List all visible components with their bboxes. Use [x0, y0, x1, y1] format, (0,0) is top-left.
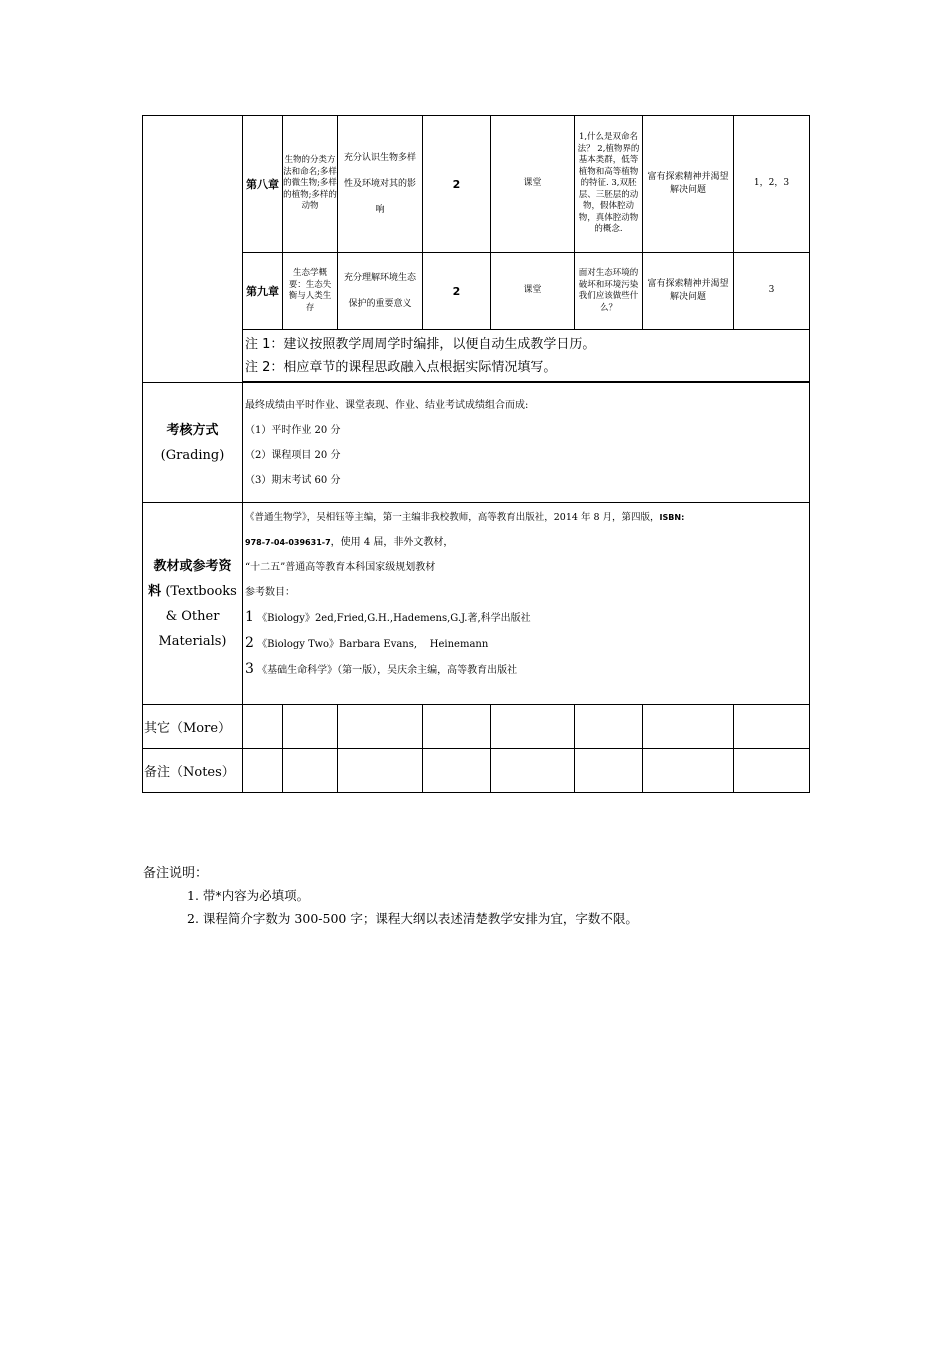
ref-number: 2: [245, 635, 254, 651]
textbooks-label-en: (Textbooks: [165, 583, 237, 599]
content-cell: 生态学概要：生态失衡与人类生存: [283, 253, 338, 330]
ref-item: [243, 657, 809, 683]
objectives-cell: 3: [734, 253, 810, 330]
chapter-row: [143, 116, 810, 253]
footer-item-number: 1.: [187, 888, 199, 903]
remarks-label: 备注（Notes）: [143, 749, 243, 793]
footer-title: 备注说明：: [143, 866, 209, 881]
footer-item-number: 2.: [187, 911, 199, 926]
textbook-main-line: [243, 505, 809, 530]
schedule-label-cell: [143, 116, 243, 383]
empty-cell: [338, 749, 423, 793]
ref-number: 3: [245, 661, 254, 677]
ideology-cell: 富有探索精神并渴望解决问题: [643, 116, 734, 253]
ref-number: 1: [245, 609, 254, 625]
goal-cell: 充分理解环境生态保护的重要意义: [338, 253, 423, 330]
textbooks-label-cn: 料: [148, 583, 162, 599]
ref-item: [243, 605, 809, 631]
empty-cell: [283, 749, 338, 793]
goal-cell: 充分认识生物多样性及环境对其的影响: [338, 116, 423, 253]
textbooks-body-cell: [243, 503, 810, 705]
footer-notes: [143, 864, 638, 930]
ref-text: 《基础生命科学》（第一版），吴庆余主编，高等教育出版社: [257, 665, 518, 676]
note-2: 注 2：相应章节的课程思政融入点根据实际情况填写。: [245, 359, 557, 375]
grading-label-en: (Grading): [160, 447, 225, 463]
ideology-cell: 富有探索精神并渴望解决问题: [643, 253, 734, 330]
more-label: 其它（More）: [143, 705, 243, 749]
footer-item-range: 300-500: [290, 911, 351, 926]
textbook-main-line: [243, 530, 809, 555]
empty-cell: [491, 705, 575, 749]
textbooks-label-line: 教材或参考资: [153, 558, 232, 574]
footer-item-text: 带*内容为必填项。: [202, 888, 310, 903]
empty-cell: [243, 705, 283, 749]
note-1: 注 1：建议按照教学周周学时编排，以便自动生成教学日历。: [245, 336, 596, 352]
method-cell: 课堂: [491, 116, 575, 253]
textbook-main-text: 《普通生物学》，吴相钰等主编，第一主编非我校教师，高等教育出版社，2014 年 8 月，第四版，: [245, 512, 660, 523]
grading-body-cell: [243, 383, 810, 503]
footer-item: [143, 884, 638, 907]
footer-item-text: 字；课程大纲以表述清楚教学安排为宜，字数不限。: [350, 911, 638, 926]
empty-cell: [575, 705, 643, 749]
chapter-row: [143, 253, 810, 330]
grading-line: （3）期末考试 60 分: [245, 475, 341, 486]
empty-cell: [734, 705, 810, 749]
ref-text: 《Biology》2ed,Fried,G.H.,Hademens,G.J.著,科学出版社: [257, 613, 531, 624]
hours-cell: 2: [423, 253, 491, 330]
more-row: [143, 705, 810, 749]
method-cell: 课堂: [491, 253, 575, 330]
empty-cell: [643, 705, 734, 749]
grading-label-cell: [143, 383, 243, 503]
textbook-main-text: ，使用 4 届，非外文教材，: [330, 537, 454, 548]
textbooks-label-line: Materials): [158, 633, 227, 649]
notes-cell: [243, 330, 810, 382]
empty-cell: [243, 749, 283, 793]
empty-cell: [734, 749, 810, 793]
refs-title: 参考数目：: [245, 587, 295, 598]
objectives-cell: 1，2，3: [734, 116, 810, 253]
textbooks-label-line: & Other: [165, 608, 220, 624]
content-cell: 生物的分类方法和命名;多样的微生物;多样的植物;多样的动物: [283, 116, 338, 253]
empty-cell: [423, 749, 491, 793]
questions-cell: 面对生态环境的破坏和环境污染我们应该做些什么？: [575, 253, 643, 330]
footer-item-text: 课程简介字数为: [202, 911, 291, 926]
empty-cell: [491, 749, 575, 793]
remarks-row: [143, 749, 810, 793]
notes-row: [143, 330, 810, 382]
footer-item: [143, 907, 638, 930]
questions-cell: 1,什么是双命名法？ 2,植物界的基本类群，低等植物和高等植物的特征. 3,双胚层、三胚层的动物，假体腔动物，真体腔动物的概念.: [575, 116, 643, 253]
textbooks-label-line: [143, 579, 242, 604]
textbooks-label-cell: [143, 503, 243, 705]
isbn-value: 978-7-04-039631-7: [245, 538, 331, 547]
grading-label-cn: 考核方式: [166, 422, 219, 438]
textbook-main-line: “十二五”普通高等教育本科国家级规划教材: [245, 562, 436, 573]
chapter-cell: 第八章: [243, 116, 283, 253]
chapter-cell: 第九章: [243, 253, 283, 330]
empty-cell: [423, 705, 491, 749]
empty-cell: [338, 705, 423, 749]
isbn-label: ISBN:: [659, 513, 685, 522]
grading-line: （2）课程项目 20 分: [245, 450, 341, 461]
textbooks-row: [143, 503, 810, 705]
grading-row: [143, 383, 810, 503]
ref-item: [243, 631, 809, 657]
empty-cell: [575, 749, 643, 793]
grading-line: 最终成绩由平时作业、课堂表现、作业、结业考试成绩组合而成:: [245, 400, 529, 411]
hours-cell: 2: [423, 116, 491, 253]
empty-cell: [643, 749, 734, 793]
empty-cell: [283, 705, 338, 749]
ref-text: 《Biology Two》Barbara Evans, Heinemann: [257, 639, 489, 650]
grading-line: （1）平时作业 20 分: [245, 425, 341, 436]
syllabus-table: [142, 115, 810, 793]
